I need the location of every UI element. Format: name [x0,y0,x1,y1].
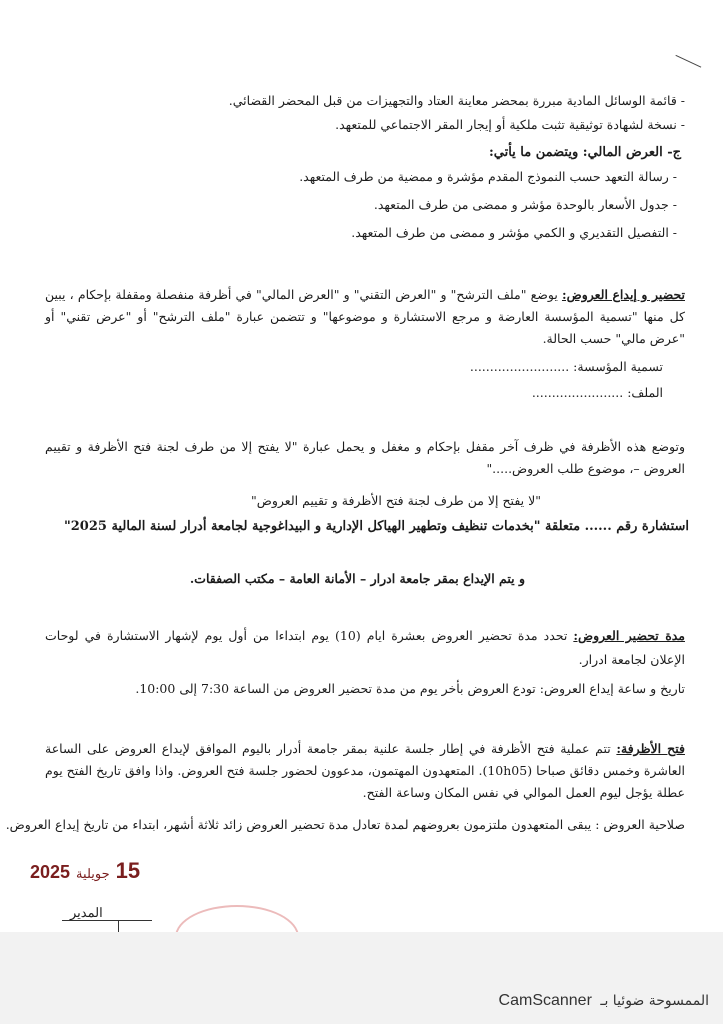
signature-line [62,920,152,921]
outer-envelope-paragraph: وتوضع هذه الأظرفة في ظرف آخر مقفل بإحكام و مغفل و يحمل عبارة "لا يفتح إلا من طرف لجنة فتح الأظرفة و تقييم العروض –، موضوع طلب العروض....." [45,439,685,476]
official-stamp [175,905,299,932]
date-day: 15 [115,858,141,883]
list-item-commitment-letter: - رسالة التعهد حسب النموذج المقدم مؤشرة و ممضية من طرف المتعهد. [299,169,677,184]
corner-mark [669,55,702,82]
offer-validity: صلاحية العروض : يبقى المتعهدون ملتزمون بعروضهم لمدة تعادل مدة تحضير العروض زائد ثلاثة أشهر، ابتداء من تاريخ إيداع العروض. [5,817,685,832]
prep-text: يوضع "ملف الترشح" و "العرض التقني" و "العرض المالي" في أظرفة منفصلة ومقفلة بإحكام ، يبين كل منها "تسمية المؤسسة العارضة و مرجع الاستشارة و موضوعها" و تتضمن عبارة "ملف الترشح" أو "عرض تقني" أو "عرض مالي" حسب الحالة. [45,287,685,346]
opening-paragraph [45,738,685,804]
duration-paragraph [45,624,685,672]
watermark-prefix: الممسوحة ضوئيا بـ [600,993,709,1009]
duration-heading: مدة تحضير العروض: [573,628,685,643]
opening-text: تتم عملية فتح الأظرفة في إطار جلسة علنية بمقر جامعة أدرار باليوم الموافق لإيداع العروض على الساعة العاشرة وخمس دقائق صباحا (10h05). المتعهدون المهتمون، مدعوون لحضور جلسة فتح العروض. واذا وافق تاريخ الفتح يوم عطلة يؤجل ليوم العمل الموالي في نفس المكان وساعة الفتح. [45,741,685,800]
envelope-quote: "لا يفتح إلا من طرف لجنة فتح الأظرفة و تقييم العروض" [251,493,541,508]
consultation-title: استشارة رقم ...... متعلقة "بخدمات تنظيف وتطهير الهياكل الإدارية و البيداغوجية لجامعة أدرار لسنة المالية 2025" [63,519,689,534]
duration-text: تحدد مدة تحضير العروض بعشرة ايام (10) يوم ابتداءا من أول يوم لإشهار الاستشارة في لوحات الإعلان لجامعة ادرار. [45,628,685,667]
list-item-equipment: - قائمة الوسائل المادية مبررة بمحضر معاينة العتاد والتجهيزات من قبل المحضر القضائي. [228,93,685,108]
date-stamp [30,858,140,884]
prep-heading: تحضير و إيداع العروض: [561,287,685,302]
date-month: جويلية [76,866,110,881]
list-item-estimate: - التفصيل التقديري و الكمي مؤشر و ممضى من طرف المتعهد. [351,225,677,240]
scanner-watermark [499,992,709,1010]
deposit-location: و يتم الإيداع بمقر جامعة ادرار – الأمانة العامة – مكتب الصفقات. [189,571,525,586]
watermark-brand: CamScanner [498,992,592,1009]
financial-offer-heading: ج- العرض المالي: ويتضمن ما يأتي: [488,145,681,160]
prep-paragraph [45,284,685,350]
list-item-price-table: - جدول الأسعار بالوحدة مؤشر و ممضى من طرف المتعهد. [373,197,677,212]
signature-stroke [118,920,119,932]
opening-heading: فتح الأظرفة: [616,741,685,756]
field-file: الملف: ....................... [531,385,663,400]
list-item-certificate: - نسخة لشهادة توثيقية تثبت ملكية أو إيجار المقر الاجتماعي للمتعهد. [335,117,685,132]
date-year: 2025 [30,862,71,882]
field-company-name: تسمية المؤسسة: ......................... [469,359,663,374]
deposit-timing: تاريخ و ساعة إيداع العروض: تودع العروض بأخر يوم من مدة تحضير العروض من الساعة 7:30 إلى 10:00. [135,681,685,696]
signer-title: المدير [70,906,103,921]
